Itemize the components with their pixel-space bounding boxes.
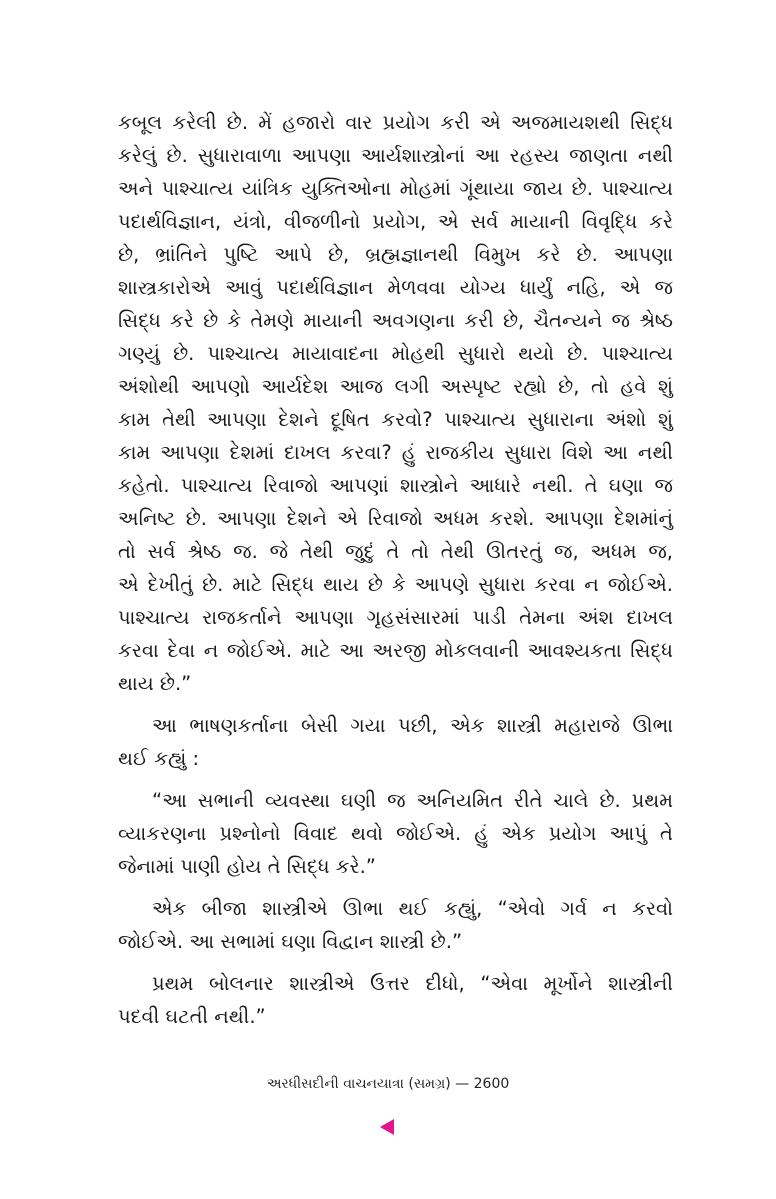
text-line: એક બીજા શાસ્ત્રીએ ઊભા થઈ કહ્યું, “એવો ગર્વ ન કરવો <box>152 897 673 920</box>
text-line: અને પાશ્ચાત્ય યાંત્રિક યુક્તિઓના મોહમાં ગૂંથાયા જાય છે. પાશ્ચાત્ય <box>118 177 673 200</box>
text-line: ગણ્યું છે. પાશ્ચાત્ય માયાવાદના મોહથી સુધારો થયો છે. પાશ્ચાત્ય <box>118 342 673 365</box>
text-line: પદવી ઘટતી નથી.” <box>118 1005 266 1028</box>
text-line: જેનામાં પાણી હોય તે સિદ્ધ કરે.” <box>118 855 376 878</box>
text-line: કબૂલ કરેલી છે. મેં હજારો વાર પ્રયોગ કરી એ અજમાયશથી સિદ્ધ <box>118 111 673 134</box>
text-line: અંશોથી આપણો આર્યદેશ આજ લગી અસ્પૃષ્ટ રહ્યો છે, તો હવે શું <box>118 375 673 398</box>
text-line: વ્યાકરણના પ્રશ્નોનો વિવાદ થવો જોઈએ. હું એક પ્રયોગ આપું તે <box>118 822 673 845</box>
text-line: કરવા દેવા ન જોઈએ. માટે આ અરજી મોકલવાની આવશ્યકતા સિદ્ધ <box>118 639 673 662</box>
text-line: કામ તેથી આપણા દેશને દૂષિત કરવો? પાશ્ચાત્ય સુધારાના અંશો શું <box>118 408 673 431</box>
triangle-left-icon[interactable] <box>380 1119 394 1135</box>
text-line: “આ સભાની વ્યવસ્થા ઘણી જ અનિયમિત રીતે ચાલે છે. પ્રથમ <box>152 789 673 812</box>
text-line: કહેતો. પાશ્ચાત્ય રિવાજો આપણાં શાસ્ત્રોને આધારે નથી. તે ઘણા જ <box>118 474 673 497</box>
text-line: પદાર્થવિજ્ઞાન, યંત્રો, વીજળીનો પ્રયોગ, એ સર્વ માયાની વિવૃદ્ધિ કરે <box>118 210 673 233</box>
text-line: પ્રથમ બોલનાર શાસ્ત્રીએ ઉત્તર દીધો, “એવા મૂર્ખોને શાસ્ત્રીની <box>152 972 673 995</box>
text-line: અનિષ્ટ છે. આપણા દેશને એ રિવાજો અધમ કરશે. આપણા દેશમાંનું <box>118 507 673 530</box>
text-line: થાય છે.” <box>118 672 192 695</box>
text-line: શાસ્ત્રકારોએ આવું પદાર્થવિજ્ઞાન મેળવવા યોગ્ય ધાર્યું નહિ, એ જ <box>118 276 673 299</box>
text-line: આ ભાષણકર્તાના બેસી ગયા પછી, એક શાસ્ત્રી મહારાજે ઊભા <box>152 714 673 737</box>
text-line: પાશ્ચાત્ય રાજકર્તાને આપણા ગૃહસંસારમાં પાડી તેમના અંશ દાખલ <box>118 606 673 629</box>
text-line: તો સર્વ શ્રેષ્ઠ જ. જે તેથી જુદું તે તો તેથી ઊતરતું જ, અધમ જ, <box>118 540 673 563</box>
text-line: કામ આપણા દેશમાં દાખલ કરવા? હું રાજકીય સુધારા વિશે આ નથી <box>118 441 673 464</box>
text-line: થઈ કહ્યું : <box>118 747 200 770</box>
text-line: કરેલું છે. સુધારાવાળા આપણા આર્યશાસ્ત્રોનાં આ રહસ્ય જાણતા નથી <box>118 144 673 167</box>
text-line: જોઈએ. આ સભામાં ઘણા વિદ્વાન શાસ્ત્રી છે.” <box>118 930 463 953</box>
text-line: એ દેખીતું છે. માટે સિદ્ધ થાય છે કે આપણે સુધારા કરવા ન જોઈએ. <box>118 573 673 596</box>
page-footer: અરધીસદીની વાચનયાત્રા (સમગ્ર) — 2600 <box>266 1076 510 1092</box>
text-line: સિદ્ધ કરે છે કે તેમણે માયાની અવગણના કરી છે, ચૈતન્યને જ શ્રેષ્ઠ <box>118 309 673 332</box>
text-line: છે, ભ્રાંતિને પુષ્ટિ આપે છે, બ્રહ્મજ્ઞાનથી વિમુખ કરે છે. આપણા <box>118 243 673 266</box>
